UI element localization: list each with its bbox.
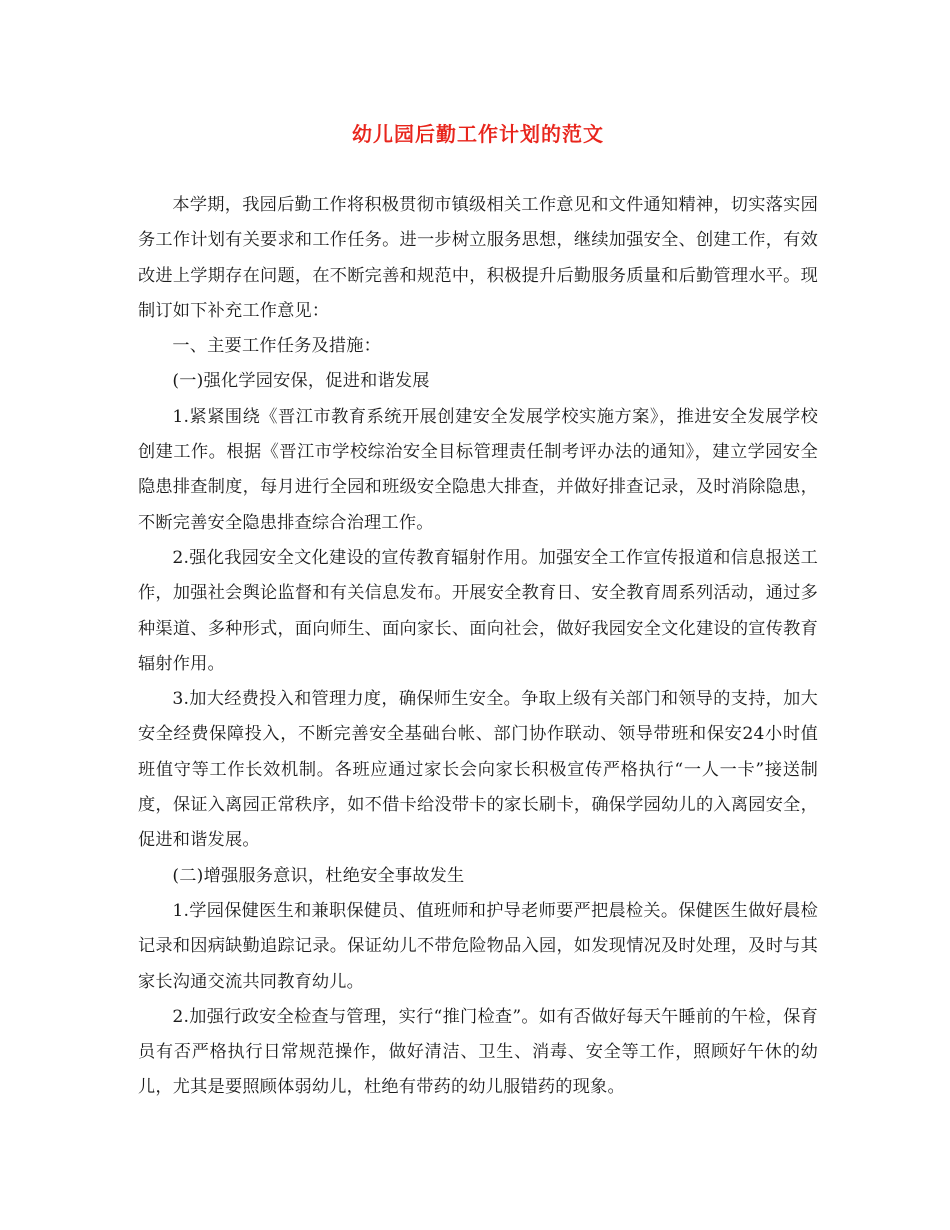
paragraph-security-item-1: 1.紧紧围绕《晋江市教育系统开展创建安全发展学校实施方案》，推进安全发展学校创建工作。根据《晋江市学校综治安全目标管理责任制考评办法的通知》，建立学园安全隐患排查制度，每月进行全园和班级安全隐患大排查，并做好排查记录，及时消除隐患，不断完善安全隐患排查综合治理工作。 (138, 406, 818, 533)
subsection-heading-service: (二)增强服务意识，杜绝安全事故发生 (172, 865, 465, 886)
paragraph-service-item-1: 1.学园保健医生和兼职保健员、值班师和护导老师要严把晨检关。保健医生做好晨检记录和因病缺勤追踪记录。保证幼儿不带危险物品入园，如发现情况及时处理，及时与其家长沟通交流共同教育幼儿。 (138, 900, 818, 992)
document-page (138, 118, 818, 1106)
document-title: 幼儿园后勤工作计划的范文 (352, 122, 604, 146)
subsection-heading-security: (一)强化学园安保，促进和谐发展 (172, 371, 430, 392)
paragraph-security-item-3: 3.加大经费投入和管理力度，确保师生安全。争取上级有关部门和领导的支持，加大安全经费保障投入，不断完善安全基础台帐、部门协作联动、领导带班和保安24小时值班值守等工作长效机制。各班应通过家长会向家长积极宣传严格执行“一人一卡”接送制度，保证入离园正常秩序，如不借卡给没带卡的家长刷卡，确保学园幼儿的入离园安全，促进和谐发展。 (138, 689, 818, 851)
paragraph-security-item-2: 2.强化我园安全文化建设的宣传教育辐射作用。加强安全工作宣传报道和信息报送工作，加强社会舆论监督和有关信息发布。开展安全教育日、安全教育周系列活动，通过多种渠道、多种形式，面向师生、面向家长、面向社会，做好我园安全文化建设的宣传教育辐射作用。 (138, 547, 818, 674)
paragraph-service-item-2: 2.加强行政安全检查与管理，实行“推门检查”。如有否做好每天午睡前的午检，保育员有否严格执行日常规范操作，做好清洁、卫生、消毒、安全等工作，照顾好午休的幼儿，尤其是要照顾体弱幼儿，杜绝有带药的幼儿服错药的现象。 (138, 1006, 818, 1098)
paragraph-intro: 本学期，我园后勤工作将积极贯彻市镇级相关工作意见和文件通知精神，切实落实园务工作计划有关要求和工作任务。进一步树立服务思想，继续加强安全、创建工作，有效改进上学期存在问题，在不断完善和规范中，积极提升后勤服务质量和后勤管理水平。现制订如下补充工作意见： (138, 195, 818, 321)
section-heading-main-tasks: 一、主要工作任务及措施： (172, 336, 382, 357)
